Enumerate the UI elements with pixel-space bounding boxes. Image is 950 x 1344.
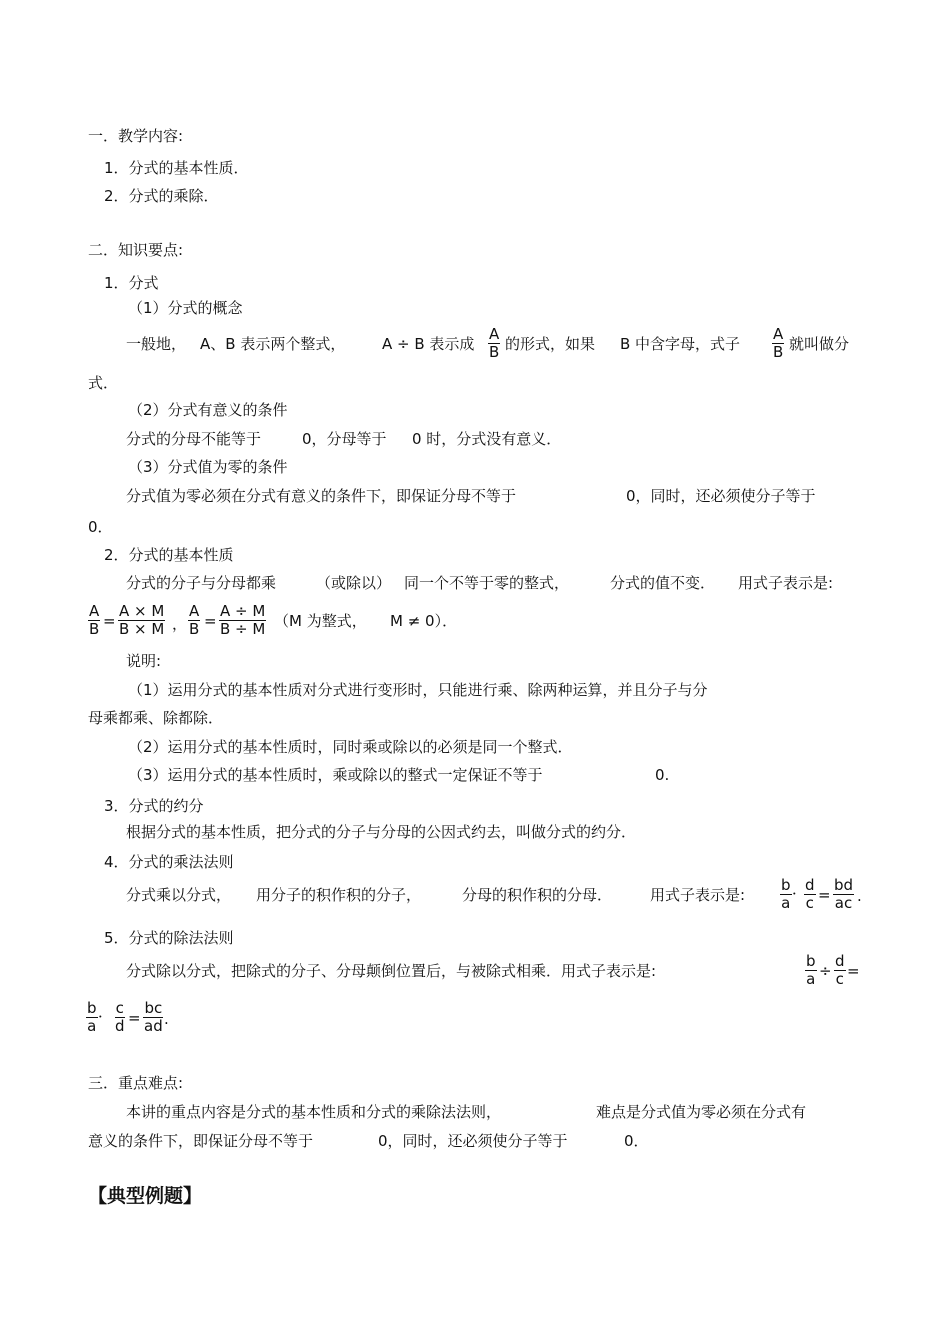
equals-sign: = [128,1009,141,1027]
div-fraction-2 [834,953,846,988]
fraction-numerator: A [773,325,784,343]
section3-text-c: 意义的条件下，即保证分母不等于 [88,1132,314,1150]
p2-text-c: 同一个不等于零的整式， [404,574,570,592]
div-fraction-4 [114,1000,126,1035]
division-sign: ÷ [819,962,832,980]
p5-title: 5．分式的除法法则 [104,929,234,947]
fraction-denominator: a [806,970,816,988]
fraction-numerator: c [115,999,124,1017]
section2-title: 二．知识要点: [88,241,184,259]
section3-text-b: 难点是分式值为零必须在分式有 [596,1103,807,1121]
p4-text-b: 用分子的积作积的分子， [256,886,422,904]
p3-text: 根据分式的基本性质，把分式的分子与分母的公因式约去，叫做分式的约分． [126,823,637,841]
fraction-numerator: d [835,952,845,970]
dot-operator: ． [98,1003,114,1021]
fraction-denominator: c [805,894,814,912]
fraction-denominator: d [115,1017,125,1035]
note-1-b: 母乘都乘、除都除． [88,709,224,727]
fraction-denominator: c [835,970,844,988]
div-fraction-1 [805,953,817,988]
sub2-text-c: 0 时，分式没有意义． [412,430,562,448]
fraction-denominator: B [89,620,100,638]
fraction-numerator: A × M [119,602,165,620]
sub3-text-c: 0． [88,518,113,536]
fraction-denominator: ad [144,1017,163,1035]
fraction-denominator: B [773,343,784,361]
sub2-text-a: 分式的分母不能等于 [126,430,262,448]
note-3-b: 0. [655,766,670,784]
dot-operator: ． [792,880,808,898]
p5-text: 分式除以分式，把除式的分子、分母颠倒位置后，与被除式相乘．用式子表示是: [126,962,657,980]
p1-title: 1．分式 [104,274,159,292]
fraction-numerator: b [781,876,791,894]
section3-text-a: 本讲的重点内容是分式的基本性质和分式的乘除法法则， [126,1103,502,1121]
p4-text-d: 用式子表示是: [650,886,746,904]
def-text-e: B 中含字母，式子 [620,335,741,353]
p3-title: 3．分式的约分 [104,797,204,815]
p1-sub1-title: （1）分式的概念 [128,299,243,317]
p2-title: 2．分式的基本性质 [104,546,234,564]
fraction-numerator: b [87,999,97,1017]
section3-text-e: 0． [624,1132,649,1150]
property-fraction-2 [118,603,165,638]
condition-text-a: （M 为整式， [274,612,367,630]
equals-sign: = [847,962,860,980]
p2-text-d: 分式的值不变． [610,574,716,592]
sub2-text-b: 0，分母等于 [302,430,387,448]
p2-text-b: （或除以） [316,574,392,592]
mult-fraction-1 [780,877,792,912]
mult-fraction-2 [804,877,816,912]
equals-sign: = [204,612,217,630]
div-fraction-3 [86,1000,98,1035]
def-text-f: 就叫做分 [789,335,850,353]
fraction-numerator: d [805,876,815,894]
property-fraction-3 [188,603,200,638]
section1-item-2: 2．分式的乘除． [104,187,219,205]
p4-text-c: 分母的积作积的分母． [462,886,613,904]
fraction-denominator: B × M [119,620,165,638]
def-text-b: A、B 表示两个整式， [200,335,346,353]
note-title: 说明: [126,652,162,670]
fraction-denominator: B [489,343,500,361]
def-text-c: A ÷ B 表示成 [382,335,475,353]
fraction-numerator: A [189,602,200,620]
sub3-text-a: 分式值为零必须在分式有意义的条件下，即保证分母不等于 [126,487,517,505]
p1-sub3-title: （3）分式值为零的条件 [128,458,288,476]
p1-sub2-title: （2）分式有意义的条件 [128,401,288,419]
comma: ， [172,615,188,633]
mult-fraction-3 [833,877,854,912]
def-text-a: 一般地， [126,335,187,353]
fraction-denominator: B [189,620,200,638]
div-fraction-5 [143,1000,164,1035]
equals-sign: = [818,886,831,904]
p4-text-a: 分式乘以分式， [126,886,232,904]
property-fraction-4 [219,603,266,638]
def-fraction-1 [488,326,500,361]
note-1-a: （1）运用分式的基本性质对分式进行变形时，只能进行乘、除两种运算，并且分子与分 [128,681,708,699]
p2-text-a: 分式的分子与分母都乘 [126,574,277,592]
section3-text-d: 0，同时，还必须使分子等于 [378,1132,568,1150]
fraction-denominator: ac [834,894,853,912]
period: . [164,1010,169,1028]
fraction-denominator: a [781,894,791,912]
def-text-d: 的形式，如果 [505,335,596,353]
p2-text-e: 用式子表示是: [738,574,834,592]
fraction-numerator: A [489,325,500,343]
section1-item-1: 1．分式的基本性质． [104,159,249,177]
condition-text-b: M ≠ 0）． [390,612,458,630]
fraction-numerator: bc [144,999,163,1017]
def-fraction-2 [772,326,784,361]
sub3-text-b: 0，同时，还必须使分子等于 [626,487,816,505]
property-fraction-1 [88,603,100,638]
note-3-a: （3）运用分式的基本性质时，乘或除以的整式一定保证不等于 [128,766,543,784]
period: . [857,887,862,905]
fraction-numerator: A ÷ M [220,602,266,620]
fraction-denominator: B ÷ M [220,620,266,638]
equals-sign: = [103,612,116,630]
fraction-numerator: b [806,952,816,970]
section3-title: 三．重点难点: [88,1074,184,1092]
def-text-g: 式． [88,374,119,392]
section4-title: 【典型例题】 [88,1185,203,1207]
note-2: （2）运用分式的基本性质时，同时乘或除以的必须是同一个整式． [128,738,573,756]
fraction-numerator: bd [834,876,854,894]
section1-title: 一．教学内容: [88,127,184,145]
fraction-numerator: A [89,602,100,620]
fraction-denominator: a [87,1017,97,1035]
p4-title: 4．分式的乘法法则 [104,853,234,871]
